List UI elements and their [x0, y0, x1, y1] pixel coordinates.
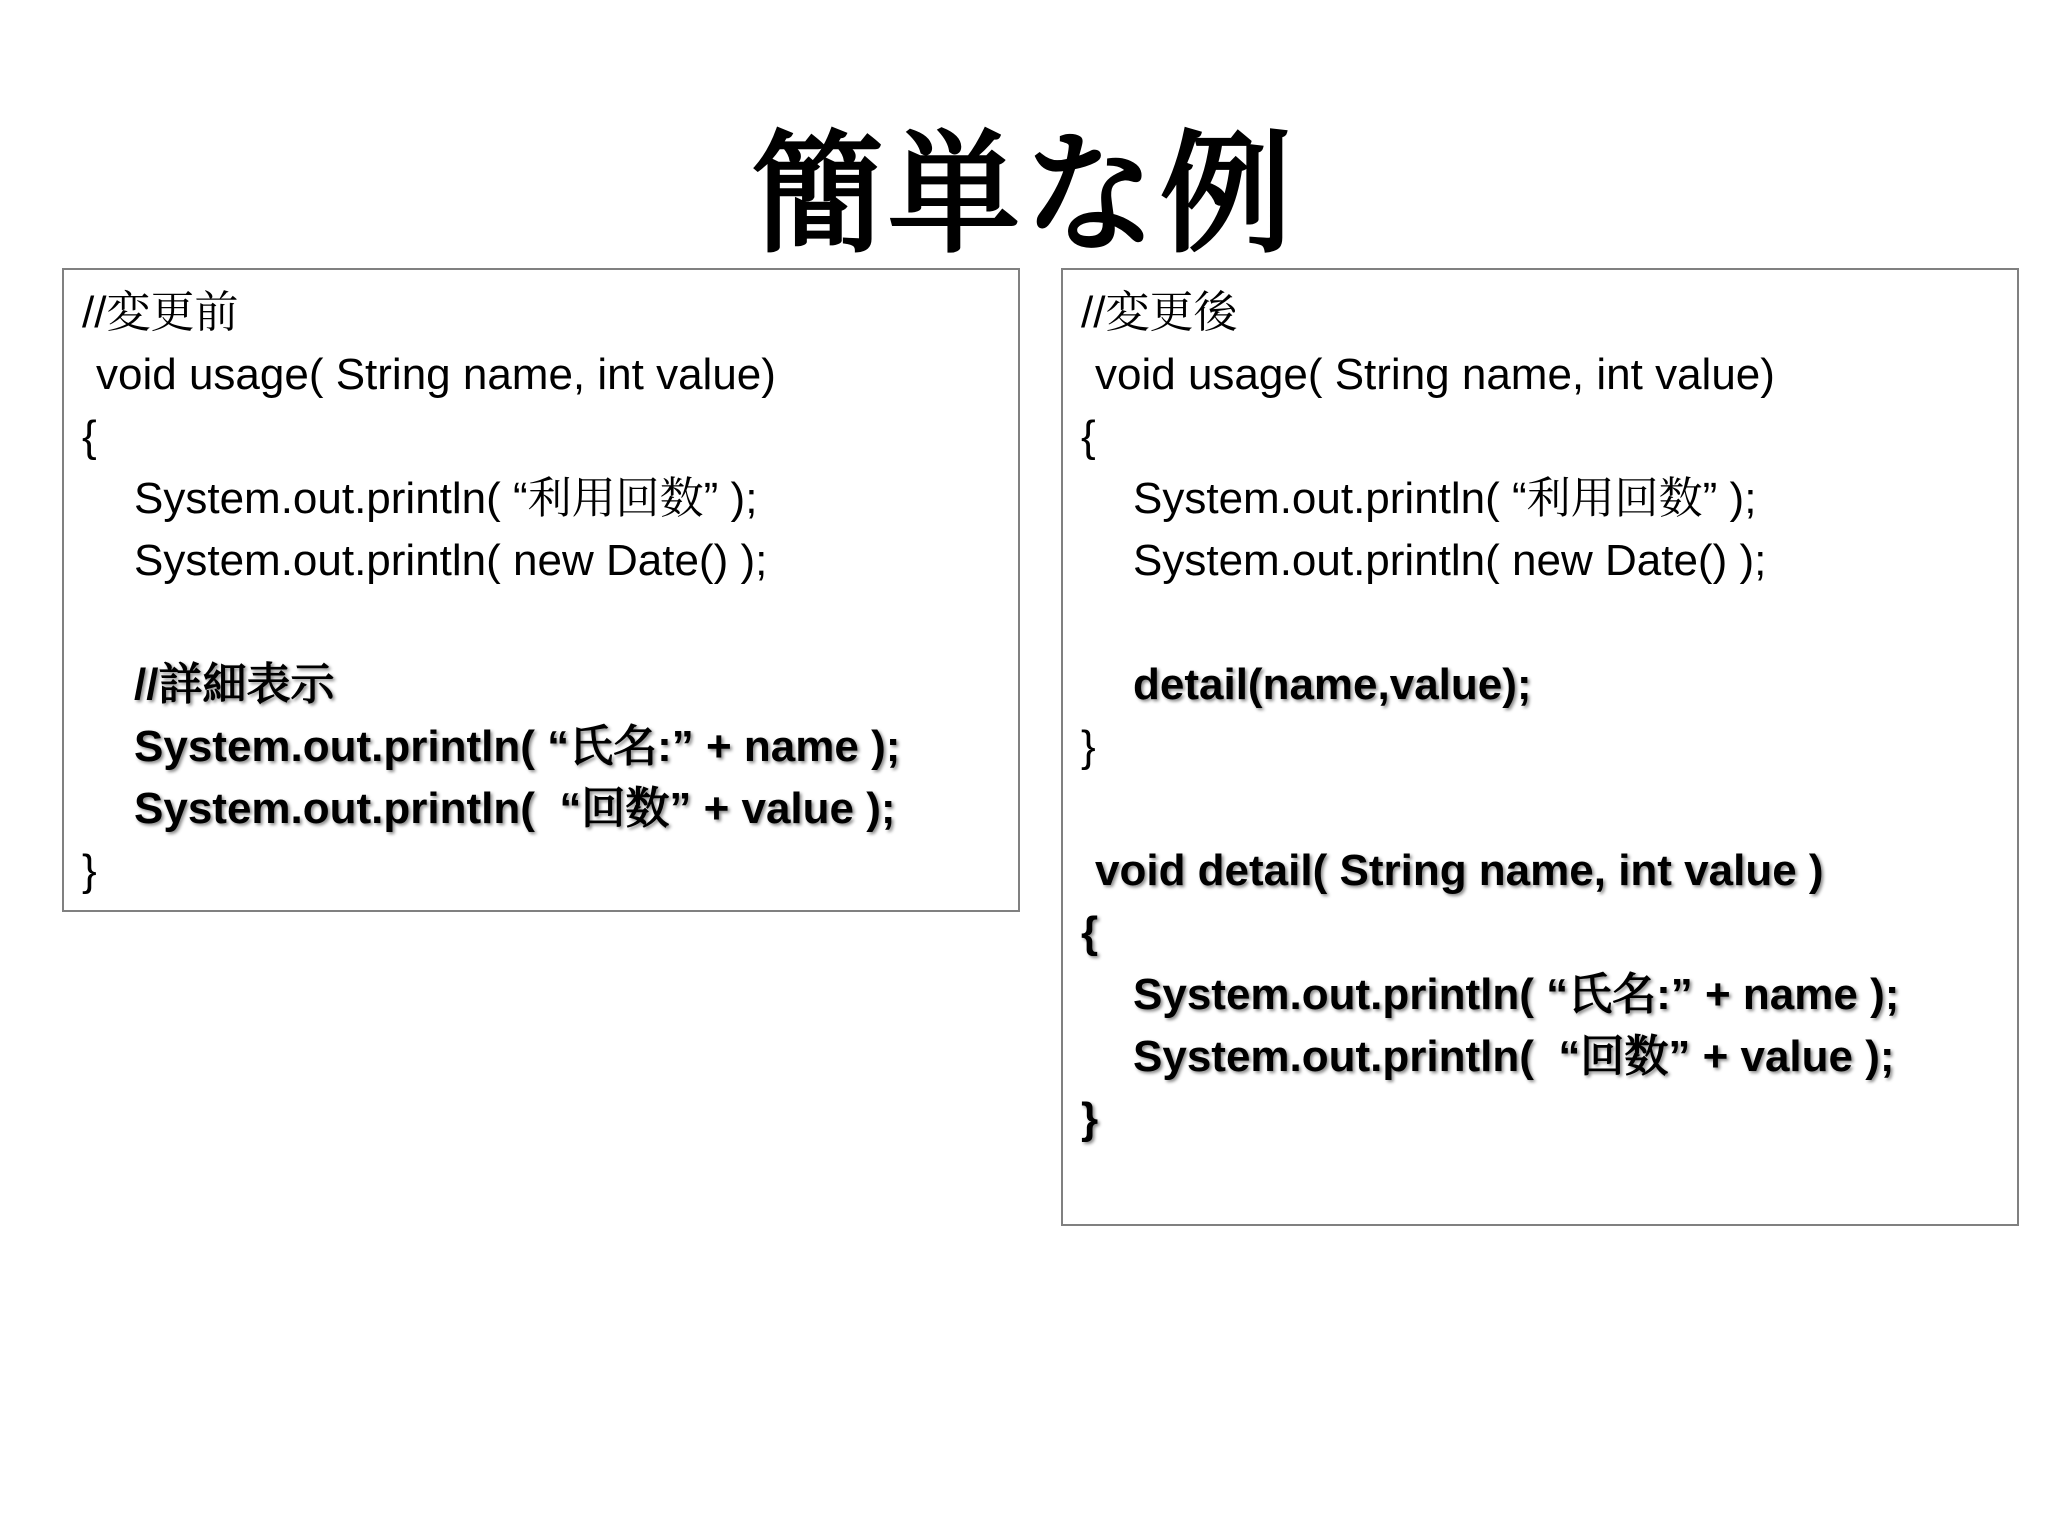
code-box-before — [62, 268, 1020, 912]
code-comment-before: //変更前 — [82, 288, 239, 337]
code-method-signature: void usage( String name, int value) — [1095, 350, 1775, 399]
code-detail-signature: void detail( String name, int value ) — [1095, 846, 1824, 895]
code-print-date: System.out.println( new Date() ); — [1133, 536, 1767, 585]
code-detail-open-brace: { — [1081, 908, 1099, 957]
code-open-brace: { — [82, 412, 97, 461]
code-print-value: System.out.println( “回数” + value ); — [134, 784, 896, 833]
code-print-name: System.out.println( “氏名:” + name ); — [1133, 970, 1900, 1019]
code-blank-line — [1081, 592, 1133, 654]
code-print-value: System.out.println( “回数” + value ); — [1133, 1032, 1895, 1081]
code-print-date: System.out.println( new Date() ); — [134, 536, 768, 585]
code-detail-comment: //詳細表示 — [134, 660, 335, 709]
code-method-signature: void usage( String name, int value) — [96, 350, 776, 399]
code-detail-close-brace: } — [1081, 1094, 1099, 1143]
code-blank-line — [82, 592, 134, 654]
slide-title: 簡単な例 — [752, 121, 1296, 268]
code-box-after — [1061, 268, 2019, 1226]
code-print-usage-count: System.out.println( “利用回数” ); — [1133, 474, 1757, 523]
code-detail-call: detail(name,value); — [1133, 660, 1532, 709]
code-comment-after: //変更後 — [1081, 288, 1238, 337]
code-close-brace: } — [82, 846, 97, 895]
code-print-usage-count: System.out.println( “利用回数” ); — [134, 474, 758, 523]
code-print-name: System.out.println( “氏名:” + name ); — [134, 722, 901, 771]
code-close-brace: } — [1081, 722, 1096, 771]
code-open-brace: { — [1081, 412, 1096, 461]
